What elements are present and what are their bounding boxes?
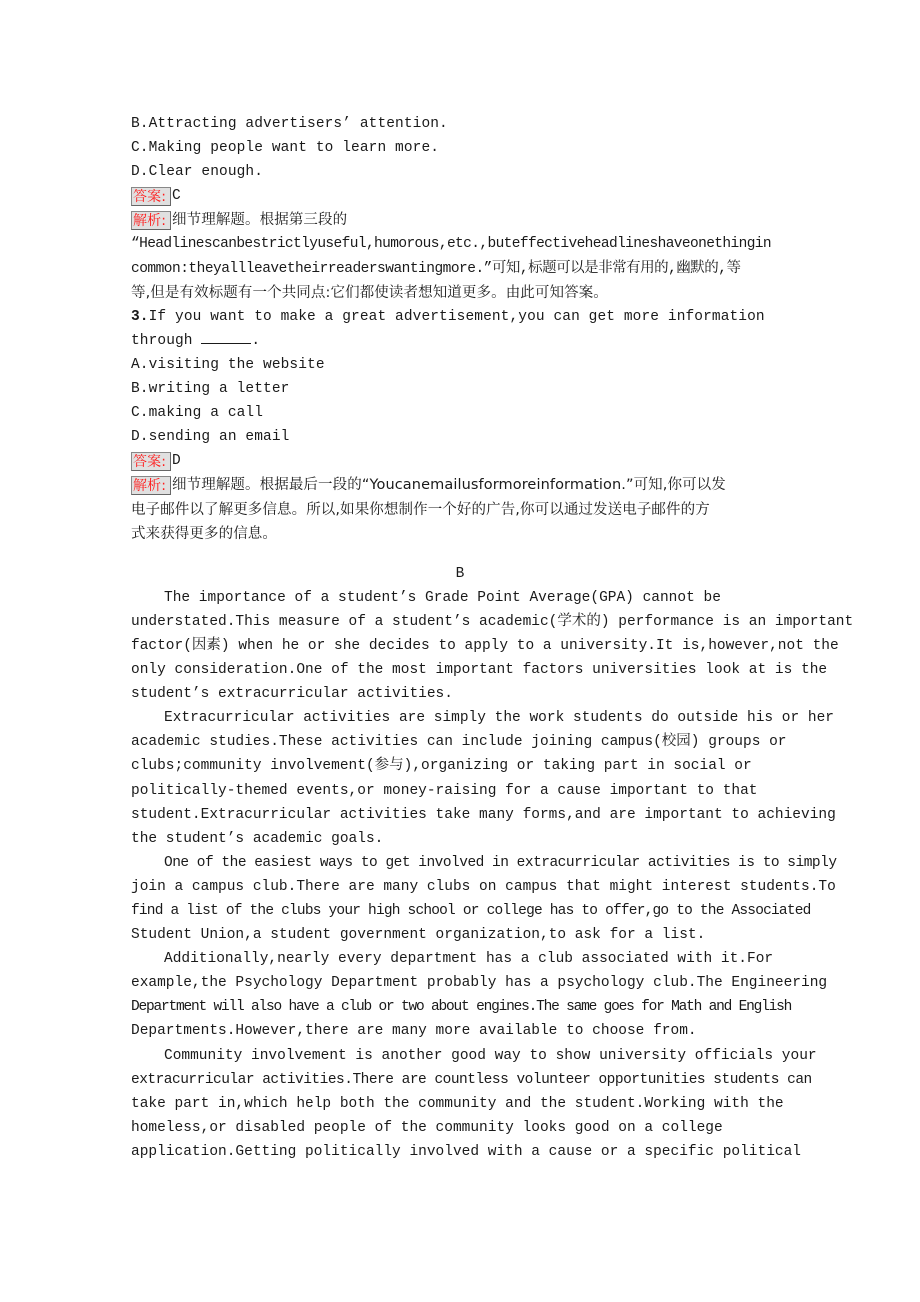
paragraph-line: politically-themed events,or money-raising for a cause important to that [131, 782, 758, 799]
paragraph-line: Student Union,a student government organization,to ask for a list. [131, 927, 706, 944]
paragraph-line: student’s extracurricular activities. [131, 686, 453, 703]
paragraph-line: homeless,or disabled people of the community looks good on a college [131, 1119, 723, 1136]
q3-stem [131, 305, 831, 329]
passage-paragraph [131, 586, 854, 706]
paragraph-line: Community involvement is another good way to show university officials your [164, 1047, 817, 1064]
paragraph-line: extracurricular activities.There are countless volunteer opportunities students can [131, 1071, 812, 1088]
paragraph-line: Departments.However,there are many more available to choose from. [131, 1023, 697, 1040]
paragraph-line: student.Extracurricular activities take many forms,and are important to achieving [131, 806, 836, 823]
analysis-text-line: 式来获得更多的信息。 [131, 525, 277, 542]
paragraph-line: join a campus club.There are many clubs on campus that might interest students.To [131, 878, 836, 895]
passage-paragraph [131, 947, 831, 1043]
passage-paragraph [131, 706, 836, 851]
answer-label: 答案: [131, 452, 171, 471]
paragraph-line: example,the Psychology Department probably has a psychology club.The Engineering [131, 975, 828, 992]
question-text: If you want to make a great advertisement,you can get more information [148, 308, 765, 325]
answer-value: C [172, 188, 181, 205]
q3-stem-continued [131, 329, 831, 353]
paragraph-line: the student’s academic goals. [131, 830, 384, 847]
question-text: . [251, 332, 261, 349]
answer-label: 答案: [131, 187, 171, 206]
q3-option-a: A.visiting the website [131, 356, 325, 373]
paragraph-line: find a list of the clubs your high school or college has to offer,go to the Associated [131, 903, 811, 919]
q3-option-d: D.sending an email [131, 429, 290, 446]
analysis-text-line: 等,但是有效标题有一个共同点:它们都使读者想知道更多。由此可知答案。 [131, 284, 608, 301]
question-number: 3. [131, 308, 149, 325]
paragraph-line: The importance of a student’s Grade Point Average(GPA) cannot be [164, 589, 721, 606]
q3-option-b: B.writing a letter [131, 381, 290, 398]
paragraph-line: take part in,which help both the community and the student.Working with the [131, 1095, 784, 1112]
q3-answer-row [131, 449, 831, 473]
answer-blank [201, 329, 251, 344]
q2-option-d: D.Clear enough. [131, 164, 264, 181]
paragraph-line: factor(因素) when he or she decides to apply to a university.It is,however,not the [131, 637, 839, 654]
analysis-text-line: common:theyallleavetheirreaderswantingmore.”可知,标题可以是非常有用的,幽默的,等 [131, 260, 741, 277]
q3-option-c: C.making a call [131, 405, 264, 422]
paragraph-line: Additionally,nearly every department has a club associated with it.For [164, 951, 774, 968]
analysis-text-line: “Headlinescanbestrictlyuseful,humorous,etc.,buteffectiveheadlineshaveonethingin [131, 236, 772, 253]
paragraph-line: clubs;community involvement(参与),organizing or taking part in social or [131, 758, 752, 775]
passage-paragraph [131, 851, 837, 947]
paragraph-line: One of the easiest ways to get involved in extracurricular activities is to simply [164, 854, 837, 871]
q2-analysis-row [131, 208, 831, 232]
analysis-text-line: 电子邮件以了解更多信息。所以,如果你想制作一个好的广告,你可以通过发送电子邮件的方 [131, 501, 710, 518]
paragraph-line: Department will also have a club or two about engines.The same goes for Math and English [131, 999, 792, 1016]
paragraph-line: understated.This measure of a student’s academic(学术的) performance is an important [131, 613, 854, 630]
q2-answer-row [131, 184, 831, 208]
document-page [131, 112, 854, 1164]
passage-title: B [455, 565, 465, 582]
passage-paragraph [131, 1044, 831, 1164]
analysis-label: 解析: [131, 476, 171, 495]
paragraph-line: Extracurricular activities are simply the work students do outside his or her [164, 710, 835, 727]
analysis-label: 解析: [131, 211, 171, 230]
question-text: through [131, 332, 202, 349]
q2-option-c: C.Making people want to learn more. [131, 140, 440, 157]
q3-analysis-row [131, 473, 831, 497]
analysis-text: 细节理解题。根据第三段的 [172, 212, 348, 229]
paragraph-line: only consideration.One of the most important factors universities look at is the [131, 662, 828, 679]
paragraph-line: academic studies.These activities can include joining campus(校园) groups or [131, 734, 787, 751]
q2-option-b: B.Attracting advertisers’ attention. [131, 116, 448, 132]
paragraph-line: application.Getting politically involved with a cause or a specific political [131, 1143, 802, 1160]
answer-value: D [172, 453, 181, 470]
analysis-text: 细节理解题。根据最后一段的“Youcanemailusformoreinformation.”可知,你可以发 [172, 477, 726, 494]
